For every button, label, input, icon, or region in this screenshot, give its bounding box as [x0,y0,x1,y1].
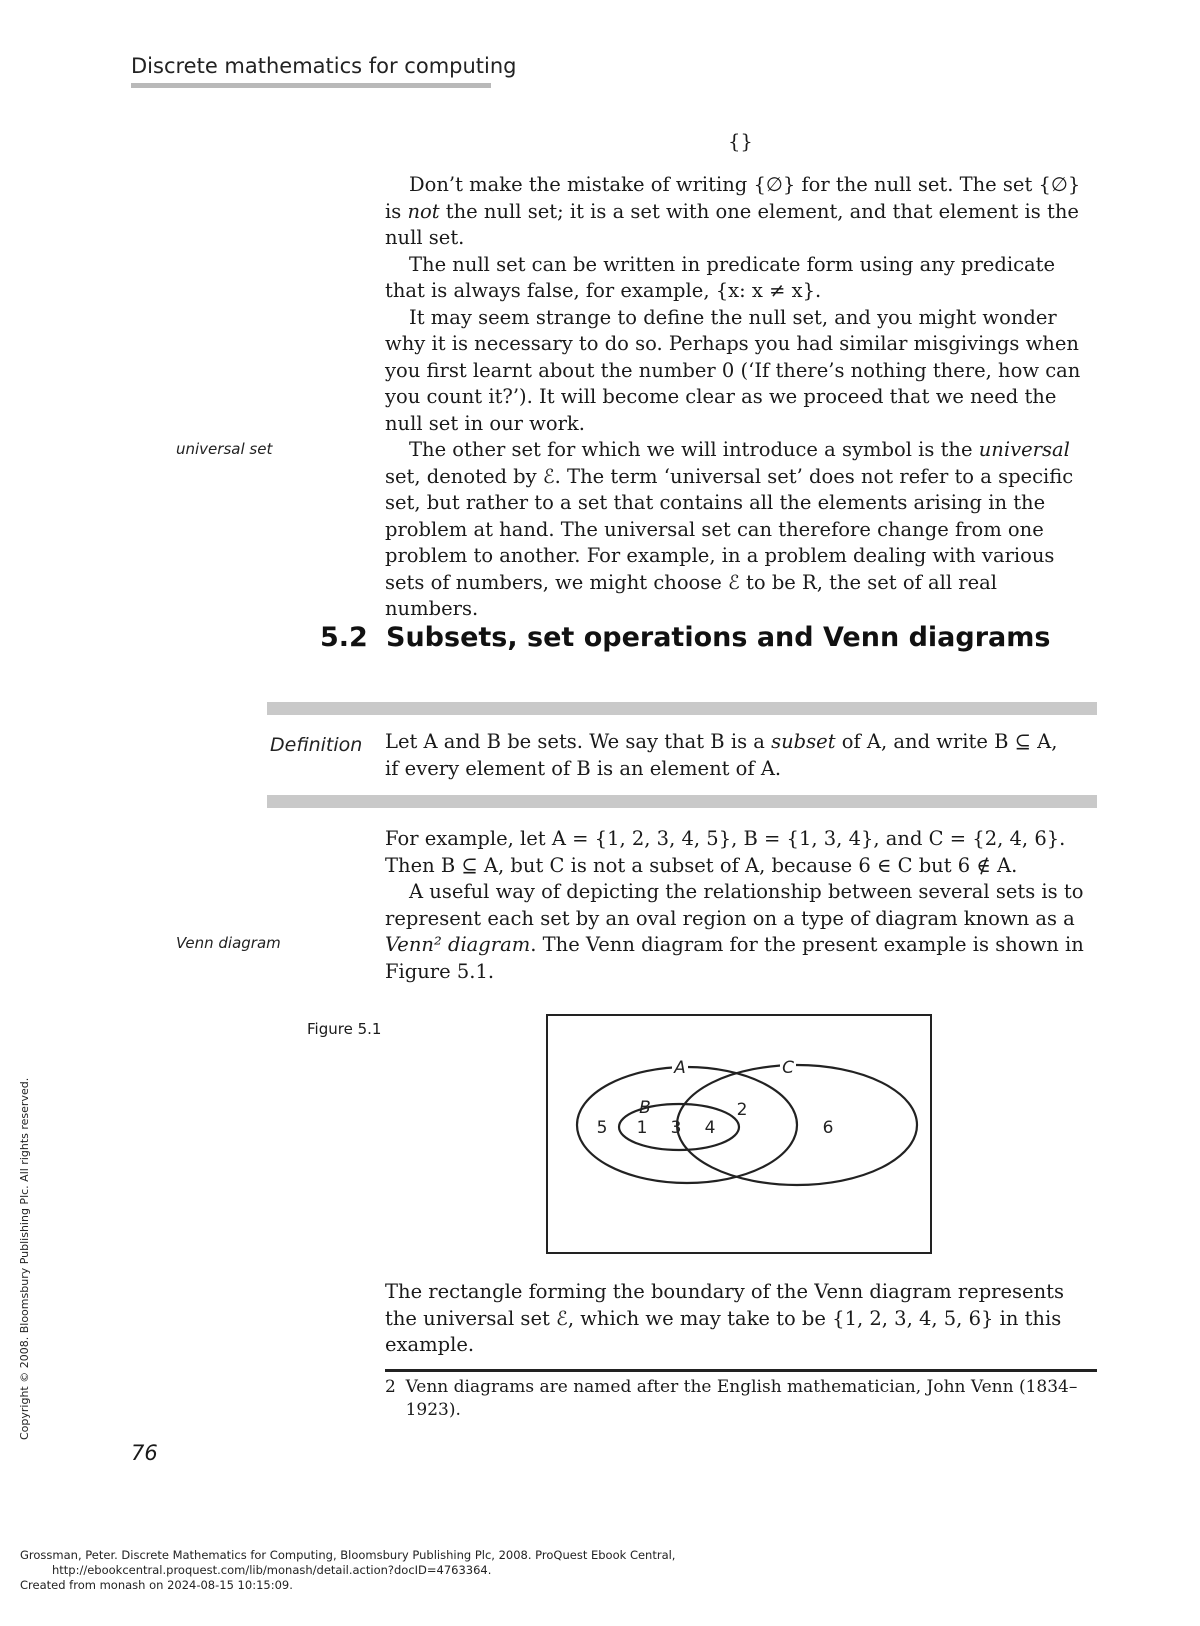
set-a-oval [577,1067,797,1183]
paragraph-predicate-form: The null set can be written in predicate form using any predicate that is always false, for example, {x: x ≠ x}. [385,252,1055,302]
set-label-a: A [674,1058,686,1078]
citation-line-2[interactable]: http://ebookcentral.proquest.com/lib/monash/detail.action?docID=4763364. [52,1563,492,1577]
text-block-null-set [385,172,1090,623]
paragraph-after-figure: The rectangle forming the boundary of the Venn diagram represents the universal set ℰ, which we may take to be {1, 2, 3, 4, 5, 6} in this example. [385,1280,1064,1356]
footnote-text: Venn diagrams are named after the English mathematician, John Venn (1834–1923). [405,1377,1078,1420]
footnote [385,1376,1085,1422]
footnote-number: 2 [385,1377,396,1397]
section-title: Subsets, set operations and Venn diagrams [386,622,1051,653]
section-number: 5.2 [320,622,368,653]
paragraph-example: For example, let A = {1, 2, 3, 4, 5}, B = {1, 3, 4}, and C = {2, 4, 6}. Then B ⊆ A, but C is not a subset of A, because 6 ∈ C but 6 ∉ A. [385,827,1066,877]
definition-top-bar [267,702,1097,715]
definition-bottom-bar [267,795,1097,808]
page-number: 76 [131,1441,158,1465]
element-6: 6 [822,1118,834,1138]
definition-text-part: of A, and write B ⊆ A, if every element of B is an element of A. [385,730,1058,780]
margin-note-venn-diagram: Venn diagram [176,934,281,952]
emphasis-venn-diagram: Venn² diagram [385,933,531,956]
paragraph-null-set-mistake [385,172,1090,252]
definition-text-part: Let A and B be sets. We say that B is a [385,730,772,753]
running-head: Discrete mathematics for computing [131,54,517,78]
element-5: 5 [596,1118,608,1138]
text-block-example [385,826,1085,985]
definition-text [385,729,1075,782]
element-3: 3 [670,1118,682,1138]
footnote-rule [385,1369,1097,1372]
element-4: 4 [704,1118,716,1138]
empty-set-symbol: {} [728,130,753,153]
citation-line-1: Grossman, Peter. Discrete Mathematics for Computing, Bloomsbury Publishing Plc, 2008. ProQuest Ebook Central, [20,1548,676,1562]
venn-diagram [545,1013,935,1258]
paragraph-universal-set [385,437,1090,623]
paragraph-text: Don’t make the mistake of writing {∅} for the null set. The set {∅} is [385,173,1081,223]
definition-label: Definition [270,734,363,756]
paragraph-text: . The Venn diagram for the present example is shown in Figure 5.1. [385,933,1084,983]
emphasis-not: not [407,199,440,223]
paragraph-venn [385,879,1085,985]
section-heading [320,622,1050,653]
emphasis-universal: universal [978,438,1070,461]
paragraph-text: set, denoted by ℰ. The term ‘universal set’ does not refer to a specific set, but rather to a set that contains all the elements arising in the problem at hand. The universal set can therefore change from one problem to another. For example, in a problem dealing with various sets of numbers, we might choose ℰ to be R, the set of all real numbers. [385,464,1074,620]
paragraph-text: the null set; it is a set with one element, and that element is the null set. [385,199,1079,249]
emphasis-subset: subset [771,730,836,753]
margin-note-universal-set: universal set [176,440,273,458]
side-copyright: Copyright © 2008. Bloomsbury Publishing Plc. All rights reserved. [18,1077,31,1440]
element-2: 2 [736,1100,748,1120]
figure-label: Figure 5.1 [307,1020,382,1038]
set-label-b: B [639,1098,651,1118]
running-head-rule [131,83,491,88]
paragraph-strange: It may seem strange to define the null set, and you might wonder why it is necessary to do so. Perhaps you had similar misgivings when you first learnt about the number 0 (‘If there’s nothing there, how can you count it?’). It will become clear as we proceed that we need the null set in our work. [385,305,1081,435]
paragraph-text: A useful way of depicting the relationship between several sets is to represent each set by an oval region on a type of diagram known as a [385,880,1084,930]
element-1: 1 [636,1118,648,1138]
set-label-c: C [782,1058,794,1078]
paragraph-text: The other set for which we will introduce a symbol is the [409,438,979,461]
citation-line-3: Created from monash on 2024-08-15 10:15:09. [20,1578,293,1592]
